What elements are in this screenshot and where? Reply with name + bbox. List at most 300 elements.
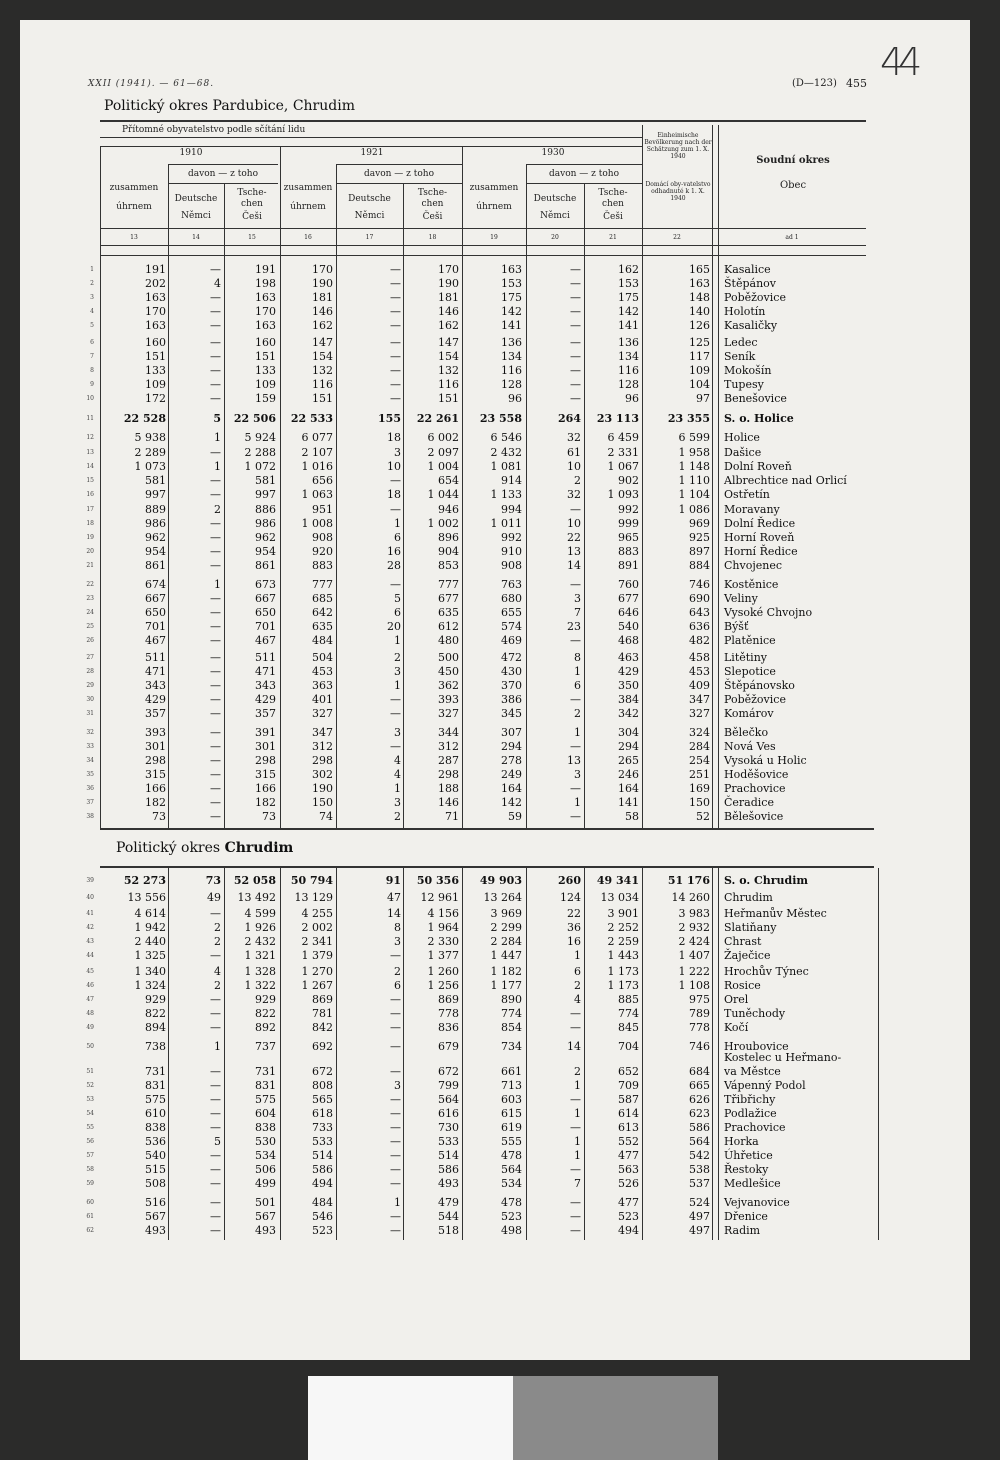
- cell-total-1930: 142: [501, 305, 522, 318]
- cell-de-1910: 4: [214, 277, 221, 290]
- cell-total-1921: 2 341: [301, 935, 333, 948]
- cell-total-1910: 73: [152, 810, 166, 823]
- cell-cz-1921: 616: [438, 1107, 459, 1120]
- cell-cz-1910: 1 926: [244, 921, 276, 934]
- section-title-prefix: Politický okres: [116, 840, 225, 856]
- cell-total-1921: 951: [312, 503, 333, 516]
- cell-cz-1930: 494: [618, 1224, 639, 1237]
- cell-de-1910: —: [210, 796, 221, 809]
- cell-de-1910: 2: [214, 921, 221, 934]
- cell-de-1921: —: [390, 578, 401, 591]
- cell-de-1930: 1: [574, 1107, 581, 1120]
- cell-total-1910: 1 073: [134, 460, 166, 473]
- page-title: Politický okres Pardubice, Chrudim: [104, 98, 355, 114]
- cell-total-1910: 170: [145, 305, 166, 318]
- cell-de-1930: —: [570, 364, 581, 377]
- cell-est-1940: 969: [689, 517, 710, 530]
- cell-de-1910: —: [210, 665, 221, 678]
- cell-total-1930: 523: [501, 1210, 522, 1223]
- row-number: 40: [86, 894, 94, 901]
- cell-total-1930: 854: [501, 1021, 522, 1034]
- cell-de-1910: —: [210, 907, 221, 920]
- cell-cz-1910: 13 492: [237, 891, 276, 904]
- cell-cz-1910: 530: [255, 1135, 276, 1148]
- row-number: 22: [86, 581, 94, 588]
- row-number: 32: [86, 729, 94, 736]
- cell-total-1910: 471: [145, 665, 166, 678]
- cell-cz-1921: 170: [438, 263, 459, 276]
- cell-total-1921: 656: [312, 474, 333, 487]
- cell-total-1930: 136: [501, 336, 522, 349]
- cell-cz-1921: 518: [438, 1224, 459, 1237]
- cell-de-1930: —: [570, 263, 581, 276]
- cell-cz-1910: 1 321: [244, 949, 276, 962]
- cell-de-1910: —: [210, 740, 221, 753]
- zusammen-1921: zusammen: [283, 183, 333, 193]
- cell-cz-1921: 946: [438, 503, 459, 516]
- cell-obec-name: Poběžovice: [724, 693, 786, 706]
- cell-de-1921: —: [390, 1135, 401, 1148]
- cell-cz-1910: 343: [255, 679, 276, 692]
- cell-est-1940: 169: [689, 782, 710, 795]
- cell-total-1921: 6 077: [301, 431, 333, 444]
- cell-obec-name: Bělešovice: [724, 810, 784, 823]
- cell-cz-1910: 838: [255, 1121, 276, 1134]
- cell-cz-1910: 391: [255, 726, 276, 739]
- cell-total-1921: 13 129: [294, 891, 333, 904]
- cell-cz-1921: 869: [438, 993, 459, 1006]
- row-number: 58: [86, 1166, 94, 1173]
- cell-de-1930: —: [570, 1121, 581, 1134]
- row-number: 45: [86, 968, 94, 975]
- cell-cz-1910: 831: [255, 1079, 276, 1092]
- cell-est-1940: 537: [689, 1177, 710, 1190]
- cell-de-1921: 3: [394, 1079, 401, 1092]
- cell-de-1910: —: [210, 634, 221, 647]
- cell-est-1940: 51 176: [667, 874, 710, 887]
- cell-de-1910: —: [210, 1149, 221, 1162]
- cell-total-1930: 23 558: [479, 412, 522, 425]
- cell-de-1921: 6: [394, 979, 401, 992]
- colnum-15: 15: [248, 234, 256, 241]
- row-number: 18: [86, 520, 94, 527]
- cell-total-1921: 74: [319, 810, 333, 823]
- tschechen-1910: Tsche- chen: [237, 188, 267, 209]
- row-number: 38: [86, 813, 94, 820]
- cell-cz-1930: 1 093: [607, 488, 639, 501]
- cell-obec-name: Štěpánov: [724, 277, 776, 290]
- cell-total-1930: 6 546: [490, 431, 522, 444]
- cell-cz-1930: 992: [618, 503, 639, 516]
- cell-cz-1910: 2 288: [244, 446, 276, 459]
- cell-de-1910: —: [210, 620, 221, 633]
- cell-obec-name: Chrast: [724, 935, 762, 948]
- row-number: 5: [90, 322, 94, 329]
- cell-total-1930: 278: [501, 754, 522, 767]
- cell-total-1921: 50 794: [290, 874, 333, 887]
- cell-total-1921: 494: [312, 1177, 333, 1190]
- cell-cz-1921: 777: [438, 578, 459, 591]
- cell-cz-1921: 654: [438, 474, 459, 487]
- cell-total-1930: 96: [508, 392, 522, 405]
- cell-total-1910: 581: [145, 474, 166, 487]
- cell-obec-name: Hoděšovice: [724, 768, 789, 781]
- cell-total-1930: 469: [501, 634, 522, 647]
- cell-obec-name: Holotín: [724, 305, 766, 318]
- cell-cz-1930: 175: [618, 291, 639, 304]
- deutsche-1910: Deutsche: [174, 194, 218, 204]
- cesi-1930: Češi: [603, 212, 623, 222]
- cell-cz-1921: 677: [438, 592, 459, 605]
- row-number: 26: [86, 637, 94, 644]
- cell-cz-1921: 2 330: [427, 935, 459, 948]
- cell-de-1910: —: [210, 693, 221, 706]
- cell-total-1921: 635: [312, 620, 333, 633]
- cell-cz-1921: 4 156: [427, 907, 459, 920]
- colnum-17: 17: [365, 234, 374, 241]
- cell-de-1910: 2: [214, 979, 221, 992]
- cell-cz-1930: 652: [618, 1065, 639, 1078]
- cell-de-1910: 1: [214, 578, 221, 591]
- cell-de-1910: —: [210, 364, 221, 377]
- cell-total-1921: 733: [312, 1121, 333, 1134]
- cell-total-1921: 2 002: [301, 921, 333, 934]
- cell-obec-name: Litětiny: [724, 651, 767, 664]
- cell-de-1930: 22: [567, 907, 581, 920]
- cell-total-1930: 134: [501, 350, 522, 363]
- cell-est-1940: 140: [689, 305, 710, 318]
- cell-de-1921: 28: [387, 559, 401, 572]
- row-number: 56: [86, 1138, 94, 1145]
- cell-de-1910: —: [210, 488, 221, 501]
- cell-cz-1910: 198: [255, 277, 276, 290]
- cell-cz-1930: 883: [618, 545, 639, 558]
- cell-de-1921: 18: [387, 431, 401, 444]
- cell-cz-1910: 650: [255, 606, 276, 619]
- cell-de-1921: 2: [394, 810, 401, 823]
- cell-total-1910: 191: [145, 263, 166, 276]
- cell-est-1940: 284: [689, 740, 710, 753]
- cell-obec-name: Podlažice: [724, 1107, 777, 1120]
- cell-cz-1910: 986: [255, 517, 276, 530]
- cell-obec-name: Žaječice: [724, 949, 771, 962]
- row-number: 29: [86, 682, 94, 689]
- cell-cz-1910: 170: [255, 305, 276, 318]
- row-number: 43: [86, 938, 94, 945]
- col22-header-de: Einheimische Bevölkerung nach der Schätzung zum 1. X. 1940: [644, 132, 712, 160]
- cell-cz-1910: 163: [255, 319, 276, 332]
- cell-cz-1930: 429: [618, 665, 639, 678]
- cell-cz-1910: 1 322: [244, 979, 276, 992]
- cell-de-1910: 2: [214, 935, 221, 948]
- cell-cz-1930: 709: [618, 1079, 639, 1092]
- cell-de-1930: 6: [574, 965, 581, 978]
- cell-cz-1921: 1 002: [427, 517, 459, 530]
- cell-total-1921: 920: [312, 545, 333, 558]
- cell-cz-1930: 774: [618, 1007, 639, 1020]
- cell-total-1921: 1 267: [301, 979, 333, 992]
- cell-cz-1930: 646: [618, 606, 639, 619]
- cell-total-1930: 655: [501, 606, 522, 619]
- cell-cz-1930: 891: [618, 559, 639, 572]
- cell-de-1910: —: [210, 545, 221, 558]
- cell-de-1921: —: [390, 1224, 401, 1237]
- cell-total-1930: 619: [501, 1121, 522, 1134]
- cell-de-1910: 49: [207, 891, 221, 904]
- cell-cz-1921: 493: [438, 1177, 459, 1190]
- cell-total-1910: 738: [145, 1040, 166, 1053]
- cell-cz-1930: 96: [625, 392, 639, 405]
- row-number: 31: [86, 710, 94, 717]
- cell-est-1940: 104: [689, 378, 710, 391]
- cell-total-1910: 838: [145, 1121, 166, 1134]
- cell-total-1930: 153: [501, 277, 522, 290]
- row-number: 30: [86, 696, 94, 703]
- cell-est-1940: 165: [689, 263, 710, 276]
- cesi-1910: Češi: [242, 212, 262, 222]
- cell-cz-1921: 190: [438, 277, 459, 290]
- cell-est-1940: 126: [689, 319, 710, 332]
- cell-cz-1910: 861: [255, 559, 276, 572]
- cell-cz-1930: 677: [618, 592, 639, 605]
- row-number: 34: [86, 757, 94, 764]
- cell-de-1910: —: [210, 305, 221, 318]
- uhrnem-1921: úhrnem: [290, 202, 326, 212]
- cell-cz-1930: 704: [618, 1040, 639, 1053]
- colnum-14: 14: [192, 234, 200, 241]
- cell-cz-1921: 500: [438, 651, 459, 664]
- cell-cz-1921: 181: [438, 291, 459, 304]
- cell-total-1921: 298: [312, 754, 333, 767]
- cell-total-1921: 132: [312, 364, 333, 377]
- cell-cz-1921: 22 261: [416, 412, 459, 425]
- cell-total-1921: 312: [312, 740, 333, 753]
- cell-cz-1930: 141: [618, 796, 639, 809]
- deutsche-1930: Deutsche: [533, 194, 577, 204]
- cell-total-1930: 713: [501, 1079, 522, 1092]
- cell-total-1910: 515: [145, 1163, 166, 1176]
- cell-cz-1921: 1 964: [427, 921, 459, 934]
- running-header-code: (D—123): [792, 78, 837, 89]
- cell-cz-1930: 49 341: [596, 874, 639, 887]
- cell-de-1930: 1: [574, 1135, 581, 1148]
- cell-cz-1910: 301: [255, 740, 276, 753]
- cell-obec-name: Bělečko: [724, 726, 769, 739]
- cell-de-1921: 3: [394, 665, 401, 678]
- cell-cz-1910: 511: [255, 651, 276, 664]
- cell-de-1930: 2: [574, 474, 581, 487]
- row-number: 19: [86, 534, 94, 541]
- row-number: 12: [86, 434, 94, 441]
- cell-obec-name: Radim: [724, 1224, 761, 1237]
- row-number: 54: [86, 1110, 94, 1117]
- cell-total-1910: 5 938: [134, 431, 166, 444]
- row-number: 36: [86, 785, 94, 792]
- cell-total-1910: 429: [145, 693, 166, 706]
- cell-cz-1910: 2 432: [244, 935, 276, 948]
- cell-est-1940: 746: [689, 578, 710, 591]
- cell-de-1921: —: [390, 1107, 401, 1120]
- cell-cz-1921: 50 356: [416, 874, 459, 887]
- cell-total-1921: 523: [312, 1224, 333, 1237]
- cell-cz-1930: 350: [618, 679, 639, 692]
- cell-de-1910: —: [210, 1093, 221, 1106]
- cell-obec-name: Orel: [724, 993, 749, 1006]
- cell-de-1910: —: [210, 1007, 221, 1020]
- cell-de-1930: 2: [574, 979, 581, 992]
- cell-total-1910: 536: [145, 1135, 166, 1148]
- cell-de-1930: 2: [574, 707, 581, 720]
- cell-cz-1921: 362: [438, 679, 459, 692]
- cell-de-1921: 16: [387, 545, 401, 558]
- cell-de-1910: —: [210, 679, 221, 692]
- cell-cz-1910: 315: [255, 768, 276, 781]
- cell-cz-1910: 22 506: [233, 412, 276, 425]
- cell-total-1910: 301: [145, 740, 166, 753]
- cell-total-1921: 116: [312, 378, 333, 391]
- cell-total-1921: 586: [312, 1163, 333, 1176]
- cell-total-1921: 327: [312, 707, 333, 720]
- row-number: 27: [86, 654, 94, 661]
- cell-cz-1921: 730: [438, 1121, 459, 1134]
- cell-cz-1910: 962: [255, 531, 276, 544]
- cell-est-1940: 542: [689, 1149, 710, 1162]
- cell-de-1921: 5: [394, 592, 401, 605]
- cell-cz-1910: 737: [255, 1040, 276, 1053]
- cell-total-1930: 59: [508, 810, 522, 823]
- cell-obec-name: Ledec: [724, 336, 758, 349]
- cell-total-1910: 954: [145, 545, 166, 558]
- cell-obec-name: Ostřetín: [724, 488, 770, 501]
- row-number: 3: [90, 294, 94, 301]
- cell-total-1910: 929: [145, 993, 166, 1006]
- cell-de-1910: —: [210, 707, 221, 720]
- cell-obec-name: Vysoké Chvojno: [724, 606, 813, 619]
- cell-total-1921: 154: [312, 350, 333, 363]
- cell-de-1930: —: [570, 350, 581, 363]
- cell-de-1921: —: [390, 1210, 401, 1223]
- cell-total-1930: 615: [501, 1107, 522, 1120]
- cell-obec-name: Kostěnice: [724, 578, 779, 591]
- row-number: 1: [90, 266, 94, 273]
- zusammen-1930: zusammen: [469, 183, 519, 193]
- davon-1930: davon — z toho: [548, 169, 619, 179]
- calibration-white-patch: [308, 1376, 513, 1460]
- cell-de-1930: 13: [567, 754, 581, 767]
- cell-est-1940: 2 424: [678, 935, 710, 948]
- cell-de-1910: 5: [214, 1135, 221, 1148]
- cell-de-1910: —: [210, 651, 221, 664]
- row-number: 8: [90, 367, 94, 374]
- cell-cz-1921: 162: [438, 319, 459, 332]
- cell-total-1930: 994: [501, 503, 522, 516]
- cell-total-1921: 808: [312, 1079, 333, 1092]
- cell-est-1940: 148: [689, 291, 710, 304]
- cell-de-1921: —: [390, 1121, 401, 1134]
- cell-est-1940: 643: [689, 606, 710, 619]
- cell-de-1910: —: [210, 1065, 221, 1078]
- cell-est-1940: 482: [689, 634, 710, 647]
- cell-de-1921: 1: [394, 679, 401, 692]
- cell-cz-1921: 1 004: [427, 460, 459, 473]
- cell-total-1910: 674: [145, 578, 166, 591]
- cell-de-1930: —: [570, 1224, 581, 1237]
- cell-obec-name: Horka: [724, 1135, 759, 1148]
- cell-cz-1930: 2 252: [607, 921, 639, 934]
- header-pritomne: Přítomné obyvatelstvo podle sčítání lidu: [122, 125, 306, 135]
- running-header-left: XXII (1941). — 61—68.: [88, 79, 215, 89]
- cell-total-1930: 661: [501, 1065, 522, 1078]
- cell-est-1940: 109: [689, 364, 710, 377]
- cell-total-1921: 565: [312, 1093, 333, 1106]
- cell-cz-1910: 567: [255, 1210, 276, 1223]
- cell-total-1921: 363: [312, 679, 333, 692]
- cell-total-1910: 575: [145, 1093, 166, 1106]
- cell-total-1910: 22 528: [123, 412, 166, 425]
- davon-1910: davon — z toho: [187, 169, 258, 179]
- cell-cz-1930: 1 443: [607, 949, 639, 962]
- cell-est-1940: 665: [689, 1079, 710, 1092]
- cell-total-1921: 453: [312, 665, 333, 678]
- cell-total-1910: 13 556: [127, 891, 166, 904]
- cell-est-1940: 497: [689, 1210, 710, 1223]
- cell-cz-1921: 151: [438, 392, 459, 405]
- cell-est-1940: 254: [689, 754, 710, 767]
- row-number: 28: [86, 668, 94, 675]
- cell-de-1930: —: [570, 503, 581, 516]
- cell-de-1921: —: [390, 263, 401, 276]
- cell-de-1930: 13: [567, 545, 581, 558]
- cell-total-1930: 116: [501, 364, 522, 377]
- colnum-13: 13: [130, 234, 138, 241]
- cell-cz-1921: 132: [438, 364, 459, 377]
- cell-total-1930: 1 447: [490, 949, 522, 962]
- cell-total-1930: 534: [501, 1177, 522, 1190]
- tschechen-1930: Tsche- chen: [598, 188, 628, 209]
- cell-cz-1921: 799: [438, 1079, 459, 1092]
- cell-de-1921: 2: [394, 965, 401, 978]
- cell-obec-name: Poběžovice: [724, 291, 786, 304]
- cell-de-1921: —: [390, 1163, 401, 1176]
- cell-est-1940: 150: [689, 796, 710, 809]
- cell-de-1930: 16: [567, 935, 581, 948]
- cell-de-1930: —: [570, 1196, 581, 1209]
- cell-de-1930: 7: [574, 606, 581, 619]
- row-number: 53: [86, 1096, 94, 1103]
- cell-cz-1910: 5 924: [244, 431, 276, 444]
- cell-cz-1910: 822: [255, 1007, 276, 1020]
- cell-total-1910: 393: [145, 726, 166, 739]
- cell-obec-name: Tupesy: [724, 378, 764, 391]
- cell-est-1940: 327: [689, 707, 710, 720]
- cell-de-1910: —: [210, 949, 221, 962]
- cell-est-1940: 524: [689, 1196, 710, 1209]
- cell-total-1910: 1 942: [134, 921, 166, 934]
- cell-obec-name: Dolní Roveň: [724, 460, 792, 473]
- cell-total-1930: 574: [501, 620, 522, 633]
- cell-de-1910: —: [210, 1079, 221, 1092]
- cell-cz-1921: 564: [438, 1093, 459, 1106]
- cell-de-1921: 2: [394, 651, 401, 664]
- cell-est-1940: 1 958: [678, 446, 710, 459]
- cell-cz-1910: 467: [255, 634, 276, 647]
- cell-cz-1930: 384: [618, 693, 639, 706]
- row-number: 21: [86, 562, 94, 569]
- cell-de-1921: —: [390, 392, 401, 405]
- cell-cz-1930: 902: [618, 474, 639, 487]
- row-number: 55: [86, 1124, 94, 1131]
- cell-de-1910: —: [210, 517, 221, 530]
